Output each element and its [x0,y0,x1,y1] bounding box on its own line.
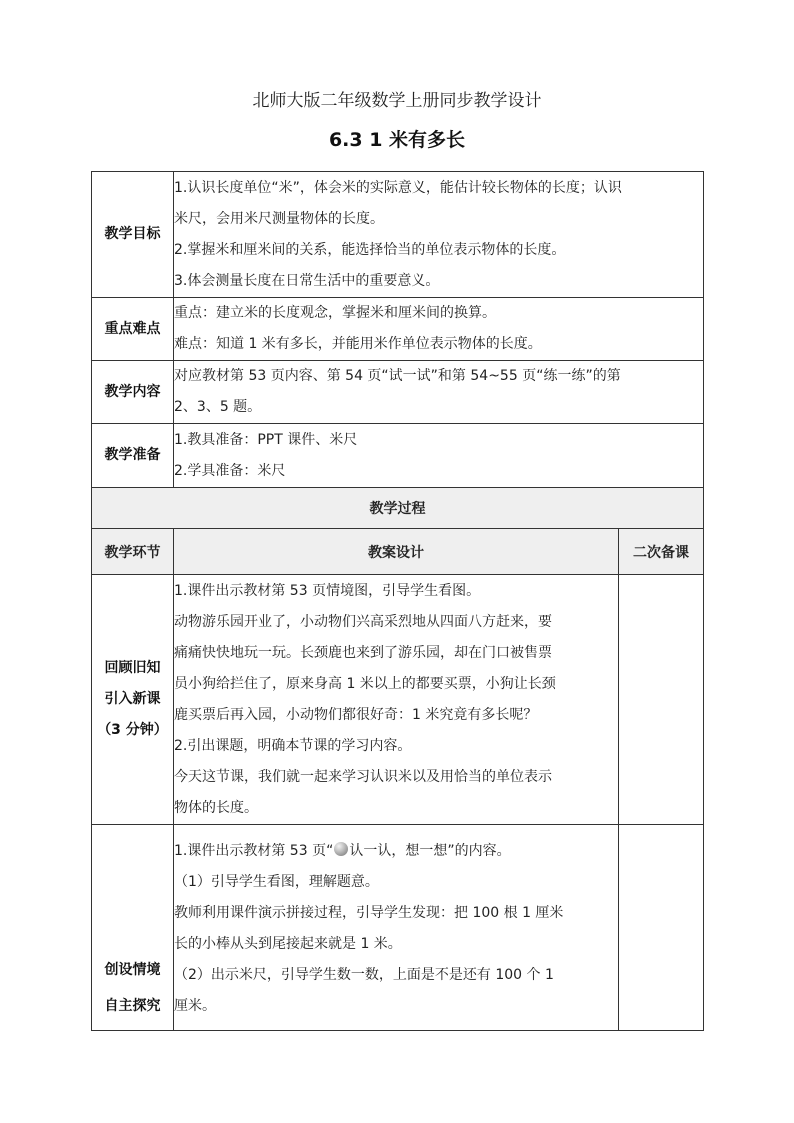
keypoints-row [92,298,704,361]
explore-content [174,825,619,1031]
review-line: 痛痛快快地玩一玩。长颈鹿也来到了游乐园，却在门口被售票 [174,644,552,661]
goals-line: 1.认识长度单位“米”，体会米的实际意义，能估计较长物体的长度；认识 [174,179,622,196]
explore-line: 长的小棒从头到尾接起来就是 1 米。 [174,936,402,952]
goals-content [174,172,704,298]
col-design-header: 教案设计 [174,529,619,575]
explore-line [174,836,618,867]
col-stage-header: 教学环节 [92,529,174,575]
prep-content [174,424,704,488]
keypoints-content [174,298,704,361]
content-content [174,361,704,424]
explore-label-line: 自主探究 [104,998,161,1014]
content-label: 教学内容 [92,361,174,424]
review-label [92,575,174,825]
explore-line-text: 1.课件出示教材第 53 页“ [174,843,334,859]
content-line: 2、3、5 题。 [174,399,262,415]
process-title: 教学过程 [92,488,704,529]
review-second-notes [619,575,704,825]
explore-second-notes [619,825,704,1031]
gray-ball-icon [334,842,348,856]
review-line: 鹿买票后再入园，小动物们都很好奇：1 米究竟有多长呢？ [174,706,538,723]
process-title-row [92,488,704,529]
lesson-title: 6.3 1 米有多长 [328,129,466,151]
prep-line: 1.教具准备：PPT 课件、米尺 [174,431,358,448]
goals-row [92,172,704,298]
explore-label-line: 创设情境 [104,962,161,978]
prep-label: 教学准备 [92,424,174,488]
explore-label [92,825,174,1031]
review-content [174,575,619,825]
lesson-plan-table [91,171,704,1031]
prep-line: 2.学具准备：米尺 [174,462,286,479]
keypoints-label: 重点难点 [92,298,174,361]
content-line: 对应教材第 53 页内容、第 54 页“试一试”和第 54~55 页“练一练”的第 [174,368,621,384]
explore-line: （2）出示米尺，引导学生数一数，上面是不是还有 100 个 1 [174,967,554,983]
review-line: 今天这节课，我们就一起来学习认识米以及用恰当的单位表示 [174,768,552,785]
explore-line: 教师利用课件演示拼接过程，引导学生发现：把 100 根 1 厘米 [174,905,564,921]
content-row [92,361,704,424]
goals-line: 2.掌握米和厘米间的关系，能选择恰当的单位表示物体的长度。 [174,241,566,258]
review-line: 2.引出课题，明确本节课的学习内容。 [174,737,412,754]
goals-line: 3.体会测量长度在日常生活中的重要意义。 [174,272,440,289]
col-second-header: 二次备课 [619,529,704,575]
explore-line: 厘米。 [174,998,216,1014]
keypoints-line: 难点：知道 1 米有多长，并能用米作单位表示物体的长度。 [174,336,542,352]
review-line: 物体的长度。 [174,799,258,816]
explore-line-text: 认一认，想一想”的内容。 [349,843,511,859]
explore-row [92,825,704,1031]
review-row [92,575,704,825]
goals-label: 教学目标 [92,172,174,298]
review-line: 1.课件出示教材第 53 页情境图，引导学生看图。 [174,582,481,599]
review-line: 动物游乐园开业了，小动物们兴高采烈地从四面八方赶来，要 [174,613,552,630]
process-header-row [92,529,704,575]
goals-line: 米尺，会用米尺测量物体的长度。 [174,210,384,227]
keypoints-line: 重点：建立米的长度观念，掌握米和厘米间的换算。 [174,305,496,321]
explore-line: （1）引导学生看图，理解题意。 [174,874,379,890]
prep-row [92,424,704,488]
review-label-line: 回顾旧知 [104,660,161,676]
review-line: 员小狗给拦住了，原来身高 1 米以上的都要买票，小狗让长颈 [174,675,556,692]
review-label-line: （3 分钟） [97,722,168,738]
review-label-line: 引入新课 [104,691,161,707]
document-subtitle: 北师大版二年级数学上册同步教学设计 [252,91,542,111]
